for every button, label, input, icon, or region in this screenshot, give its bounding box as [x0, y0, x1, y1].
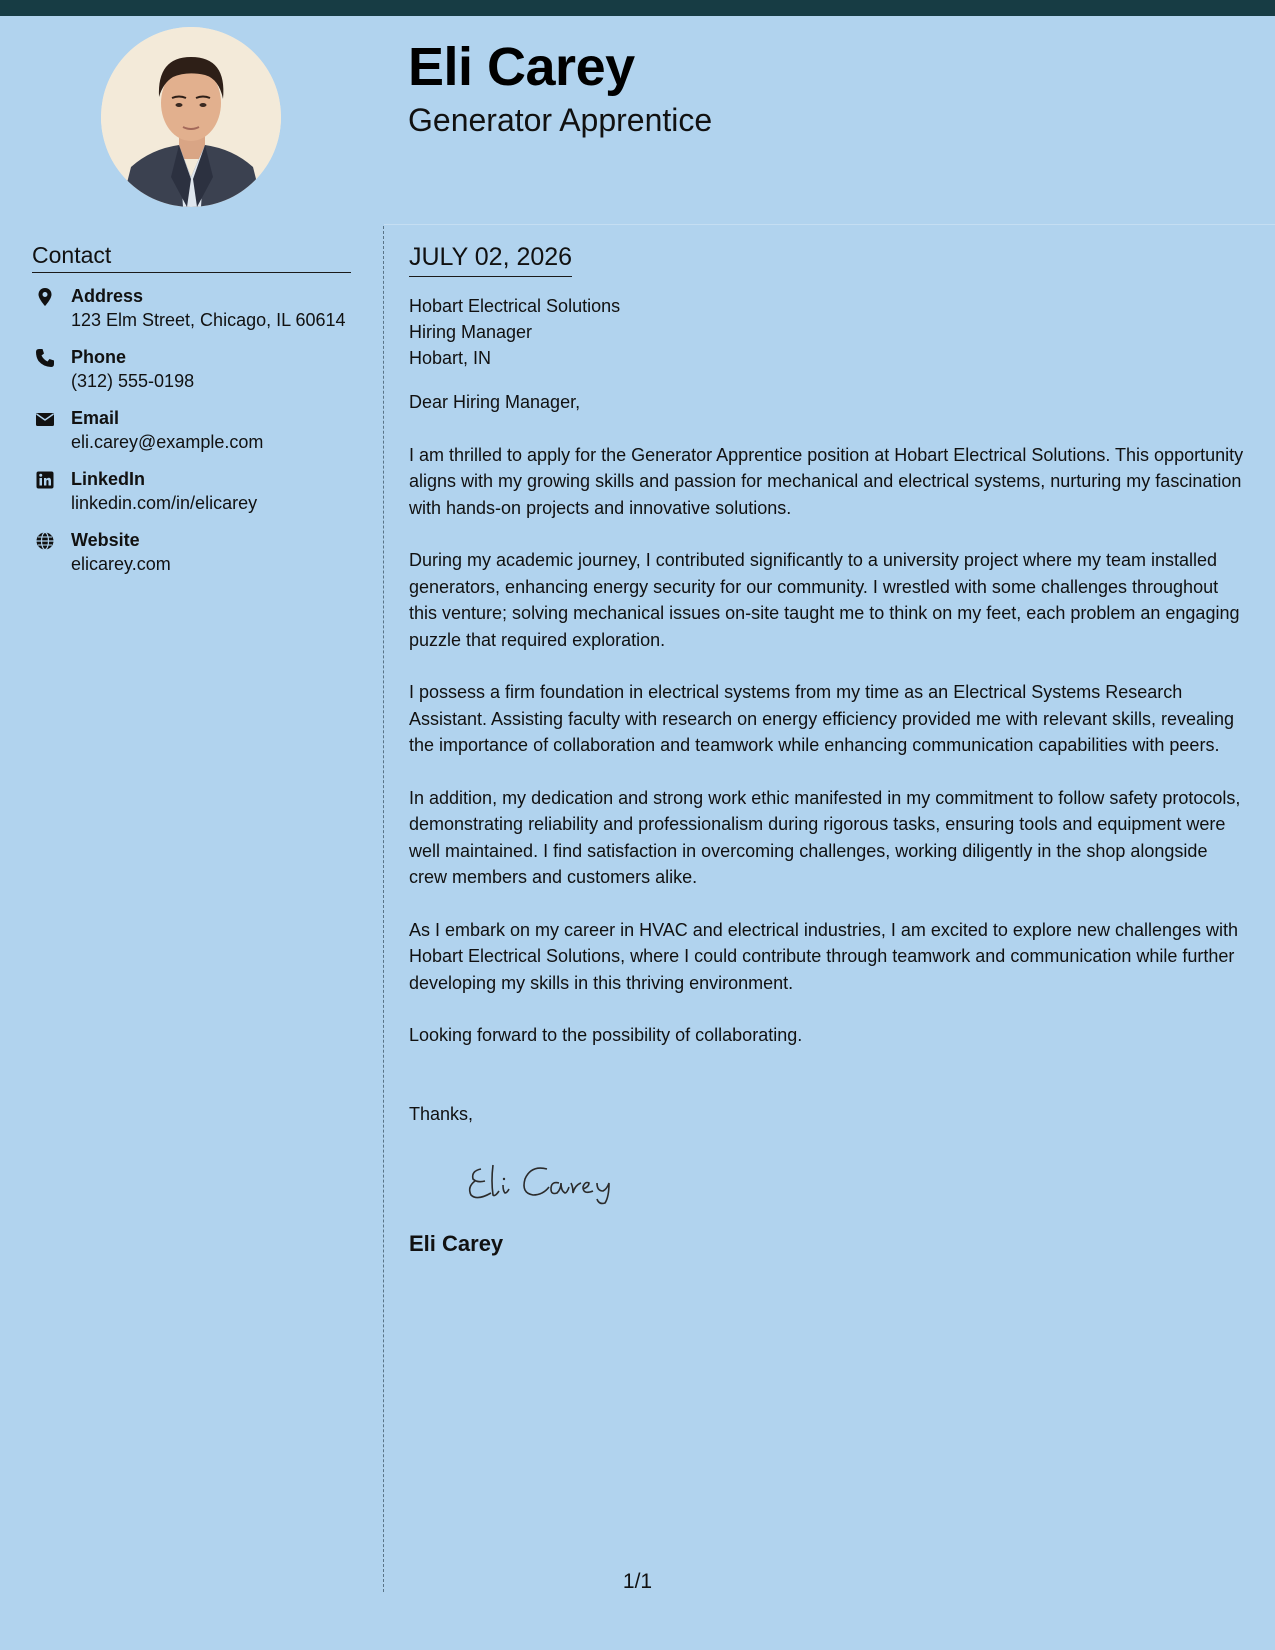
recipient-company: Hobart Electrical Solutions — [409, 296, 621, 316]
email-icon — [35, 409, 55, 429]
job-title: Generator Apprentice — [408, 102, 713, 138]
salutation: Dear Hiring Manager, — [409, 392, 581, 412]
closing: Thanks, — [409, 1103, 474, 1124]
contact-value: eli.carey@example.com — [71, 432, 264, 452]
contact-item-address — [32, 284, 362, 333]
page-number: 1/1 — [622, 1570, 653, 1593]
signer-name: Eli Carey — [409, 1230, 504, 1256]
map-pin-icon — [35, 287, 55, 307]
column-divider — [383, 226, 384, 1592]
contact-item-website — [32, 528, 362, 577]
contact-heading: Contact — [32, 240, 351, 273]
contact-label: Address — [71, 286, 144, 306]
signature-image — [463, 1157, 623, 1205]
contact-value: 123 Elm Street, Chicago, IL 60614 — [71, 310, 346, 330]
letter-date: JULY 02, 2026 — [409, 240, 572, 277]
linkedin-icon — [35, 470, 55, 490]
contact-label: Email — [71, 408, 120, 428]
recipient-title: Hiring Manager — [409, 322, 533, 342]
contact-label: LinkedIn — [71, 469, 146, 489]
contact-label: Phone — [71, 347, 127, 367]
contact-list — [32, 284, 362, 589]
globe-icon — [35, 531, 55, 551]
header-divider — [384, 224, 1275, 225]
contact-item-linkedin — [32, 467, 362, 516]
letter-paragraph: During my academic journey, I contributed significantly to a university project where my team installed generators, enhancing energy security for our community. I wrestled with some challenges throughout this venture; solving mechanical issues on-site taught me to think on my feet, each problem an engaging puzzle that required exploration. — [409, 550, 1240, 650]
contact-label: Website — [71, 530, 140, 550]
recipient-location: Hobart, IN — [409, 348, 492, 368]
letter-body — [409, 240, 1249, 1258]
recipient-block — [409, 293, 1249, 371]
profile-photo — [101, 27, 281, 207]
contact-value: linkedin.com/in/elicarey — [71, 493, 258, 513]
contact-item-email — [32, 406, 362, 455]
letter-paragraph: In addition, my dedication and strong work ethic manifested in my commitment to follow safety protocols, demonstrating reliability and professionalism during rigorous tasks, ensuring tools and equipment were well maintained. I find satisfaction in overcoming challenges, working diligently in the shop alongside crew members and customers alike. — [409, 787, 1241, 887]
letter-paragraph: I am thrilled to apply for the Generator Apprentice position at Hobart Electrical Solutions. This opportunity aligns with my growing skills and passion for mechanical and electrical systems, nurturing my fascination with hands-on projects and innovative solutions. — [409, 444, 1244, 518]
letter-paragraph: I possess a firm foundation in electrical systems from my time as an Electrical Systems Research Assistant. Assisting faculty with research on energy efficiency provided me with relevant skills, revealing the importance of collaboration and teamwork while enhancing communication capabilities with peers. — [409, 682, 1235, 755]
contact-item-phone — [32, 345, 362, 394]
letter-paragraph: As I embark on my career in HVAC and electrical industries, I am excited to explore new challenges with Hobart Electrical Solutions, where I could contribute through teamwork and communication while further developing my skills in this thriving environment. — [409, 919, 1239, 993]
contact-value: (312) 555-0198 — [71, 371, 195, 391]
phone-icon — [35, 348, 55, 368]
candidate-name: Eli Carey — [408, 37, 635, 97]
top-accent-bar — [0, 0, 1275, 16]
letter-paragraph: Looking forward to the possibility of collaborating. — [409, 1025, 803, 1045]
contact-value: elicarey.com — [71, 554, 171, 574]
